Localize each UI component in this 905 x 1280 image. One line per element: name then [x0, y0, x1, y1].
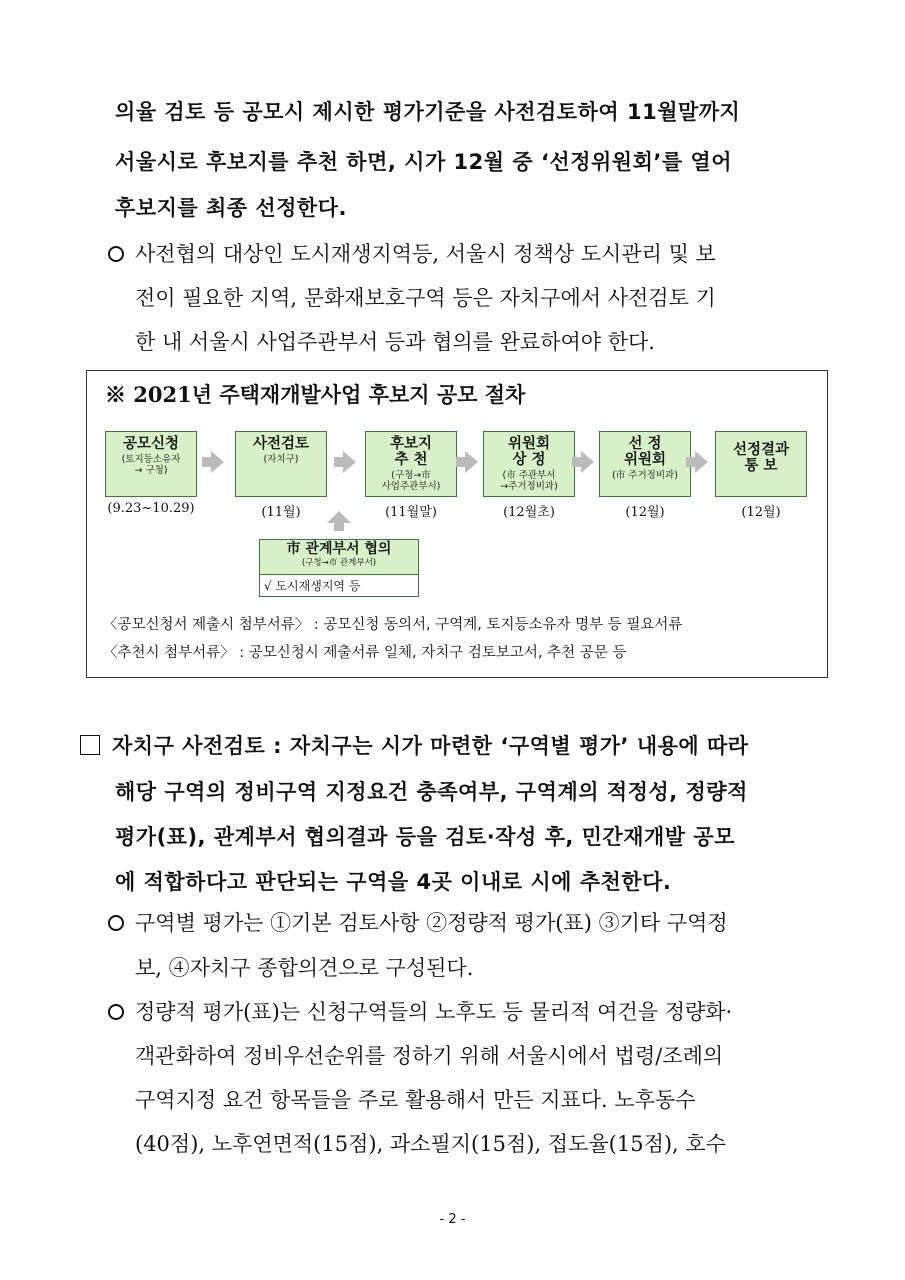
arrow-right-icon [581, 451, 594, 473]
step-notify-result [715, 431, 807, 497]
step-date: (9.23~10.29) [107, 501, 195, 516]
dept-title: 市 관계부서 협의 [286, 541, 392, 557]
step-date: (12월) [625, 505, 665, 520]
step-date: (11월) [261, 505, 301, 520]
para1-line-1: 의율 검토 등 공모시 제시한 평가기준을 사전검토하여 11월말까지 [115, 100, 741, 124]
step-committee-submit [483, 431, 575, 497]
checkbox-square-icon [80, 735, 100, 755]
bullet3-line-1: 정량적 평가(표)는 신청구역들의 노후도 등 물리적 여건을 정량화· [135, 1000, 733, 1024]
arrow-up-icon [327, 511, 351, 523]
note-apply-docs: 〈공모신청서 제출시 첨부서류〉 : 공모신청 동의서, 구역계, 토지등소유자 명부 등 필요서류 [103, 617, 683, 633]
bullet1-line-1: 사전협의 대상인 도시재생지역등, 서울시 정책상 도시관리 및 보 [135, 242, 716, 266]
step-title: 선 정 위원회 [623, 436, 667, 468]
arrow-right-icon [211, 451, 224, 473]
step-recommend [365, 431, 457, 497]
step-sub: (구청→市 사업주관부서) [381, 470, 441, 492]
step-title: 공모신청 [122, 436, 180, 452]
step-title: 선정결과 통 보 [732, 442, 790, 474]
step-title: 위원회 상 정 [507, 436, 551, 468]
para1-line-2: 서울시로 후보지를 추천 하면, 시가 12월 중 ‘선정위원회’를 열어 [115, 150, 733, 174]
circle-bullet-icon [108, 915, 124, 931]
bullet1-line-2: 전이 필요한 지역, 문화재보호구역 등은 자치구에서 사전검토 기 [135, 286, 716, 310]
para1-line-3: 후보지를 최종 선정한다. [115, 196, 347, 220]
dept-item: √ 도시재생지역 등 [264, 579, 361, 593]
step-sub: (자치구) [263, 454, 299, 465]
step-apply [105, 431, 197, 497]
section-line-1: 자치구 사전검토 : 자치구는 시가 마련한 ‘구역별 평가’ 내용에 따라 [112, 734, 749, 758]
circle-bullet-icon [108, 246, 124, 262]
bullet3-line-4: (40점), 노후연면적(15점), 과소필지(15점), 접도율(15점), 호수 [135, 1132, 726, 1156]
process-title: ※ 2021년 주택재개발사업 후보지 공모 절차 [105, 382, 526, 407]
step-date: (12월초) [503, 505, 555, 520]
page-number: - 2 - [439, 1212, 466, 1227]
section-line-2: 해당 구역의 정비구역 지정요건 충족여부, 구역계의 적정성, 정량적 [115, 780, 748, 804]
step-pre-review [235, 431, 327, 497]
bullet1-line-3: 한 내 서울시 사업주관부서 등과 협의를 완료하여야 한다. [135, 330, 655, 354]
circle-bullet-icon [108, 1004, 124, 1020]
step-date: (11월말) [385, 505, 437, 520]
section-line-4: 에 적합하다고 판단되는 구역을 4곳 이내로 시에 추천한다. [115, 870, 672, 894]
step-selection-committee [599, 431, 691, 497]
arrow-right-icon [343, 451, 356, 473]
arrow-right-icon [465, 451, 478, 473]
arrow-right-icon [695, 451, 708, 473]
dept-sub: (구청→市 관계부서) [301, 558, 377, 568]
step-sub: (토지등소유자 → 구청) [121, 454, 181, 476]
step-sub: (市 주거정비과) [612, 470, 678, 481]
step-date: (12월) [741, 505, 781, 520]
step-title: 후보지 추 천 [389, 436, 433, 468]
dept-consult-box [259, 539, 419, 597]
bullet3-line-3: 구역지정 요건 항목들을 주로 활용해서 만든 지표다. 노후동수 [135, 1088, 696, 1112]
step-sub: (市 주관부서 →주거정비과) [500, 470, 558, 492]
bullet2-line-2: 보, ④자치구 종합의견으로 구성된다. [135, 956, 474, 980]
section-line-3: 평가(표), 관계부서 협의결과 등을 검토·작성 후, 민간재개발 공모 [115, 825, 735, 849]
bullet2-line-1: 구역별 평가는 ①기본 검토사항 ②정량적 평가(표) ③기타 구역정 [135, 911, 728, 935]
step-title: 사전검토 [252, 436, 310, 452]
note-recommend-docs: 〈추천시 첨부서류〉 : 공모신청시 제출서류 일체, 자치구 검토보고서, 추천 공문 등 [103, 645, 627, 661]
bullet3-line-2: 객관화하여 정비우선순위를 정하기 위해 서울시에서 법령/조례의 [135, 1044, 724, 1068]
process-diagram-box [86, 370, 828, 678]
